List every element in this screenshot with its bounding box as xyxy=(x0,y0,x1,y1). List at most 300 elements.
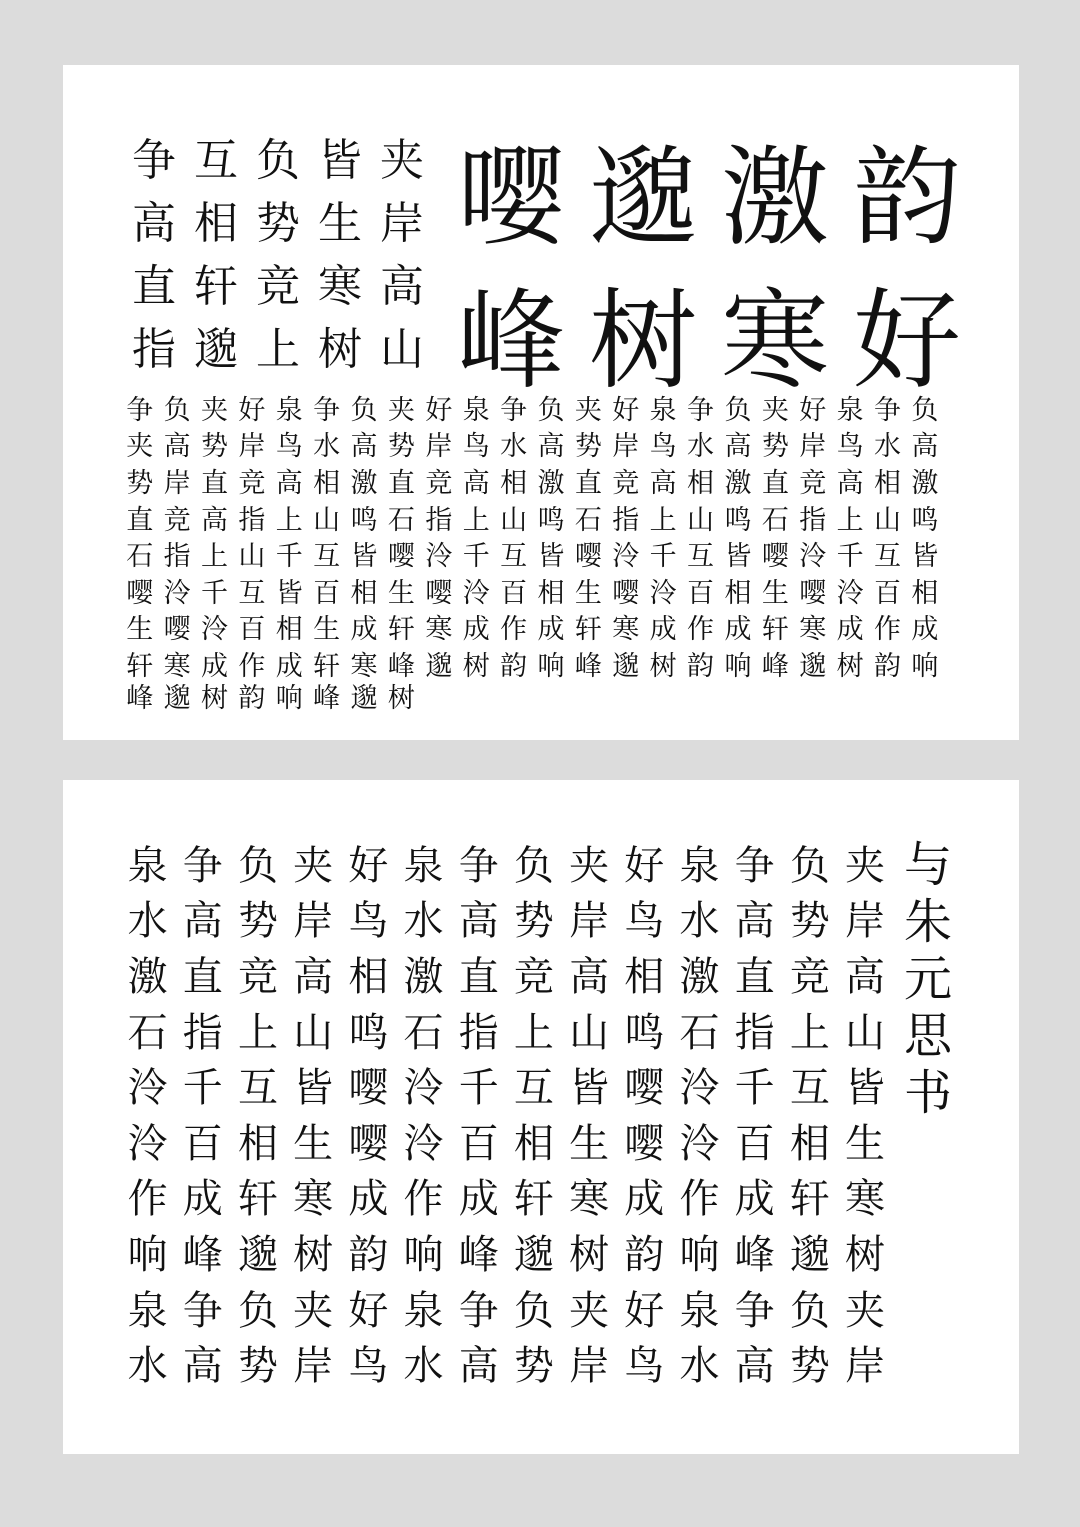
small-character: 鸣 xyxy=(350,504,378,536)
small-character: 嘤 xyxy=(425,577,453,609)
large-character: 夹 xyxy=(293,1287,334,1334)
small-character: 激 xyxy=(724,467,752,499)
small-character: 负 xyxy=(724,394,752,426)
large-character: 势 xyxy=(513,898,554,945)
small-character: 好 xyxy=(238,394,266,426)
small-character: 势 xyxy=(387,431,415,463)
large-character: 千 xyxy=(182,1065,223,1112)
small-character: 竞 xyxy=(425,467,453,499)
small-character: 树 xyxy=(200,682,228,714)
small-character: 泉 xyxy=(836,394,864,426)
small-character: 相 xyxy=(500,467,528,499)
large-character: 嘤 xyxy=(348,1065,389,1112)
small-character: 水 xyxy=(313,431,341,463)
large-character: 夹 xyxy=(293,842,334,889)
small-character: 皆 xyxy=(724,541,752,573)
large-character: 生 xyxy=(293,1120,334,1167)
medium-character: 寒 xyxy=(318,260,362,312)
large-character: 泉 xyxy=(679,1287,720,1334)
large-character: 高 xyxy=(569,953,610,1000)
small-character: 生 xyxy=(761,577,789,609)
medium-character: 岸 xyxy=(380,197,424,249)
small-character: 皆 xyxy=(350,541,378,573)
small-character: 高 xyxy=(649,467,677,499)
large-character: 轩 xyxy=(789,1176,830,1223)
bottom-card xyxy=(63,780,1019,1454)
large-character: 韵 xyxy=(348,1231,389,1278)
large-character: 指 xyxy=(182,1009,223,1056)
large-character: 夹 xyxy=(569,1287,610,1334)
large-character: 高 xyxy=(182,1343,223,1390)
small-character: 千 xyxy=(200,577,228,609)
small-character: 高 xyxy=(462,467,490,499)
medium-character: 高 xyxy=(132,197,176,249)
small-character: 生 xyxy=(313,614,341,646)
small-character: 鸣 xyxy=(911,504,939,536)
small-character: 成 xyxy=(911,614,939,646)
small-character: 互 xyxy=(687,541,715,573)
small-character: 夹 xyxy=(200,394,228,426)
small-character: 寒 xyxy=(350,650,378,682)
medium-character: 轩 xyxy=(194,260,238,312)
small-character: 邈 xyxy=(425,650,453,682)
small-character: 百 xyxy=(687,577,715,609)
small-character: 岸 xyxy=(612,431,640,463)
large-character: 山 xyxy=(293,1009,334,1056)
large-character: 水 xyxy=(403,1343,444,1390)
small-character: 树 xyxy=(649,650,677,682)
small-character: 邈 xyxy=(163,682,191,714)
small-character-block xyxy=(121,392,944,712)
small-character: 高 xyxy=(537,431,565,463)
small-character: 夹 xyxy=(574,394,602,426)
large-character: 作 xyxy=(679,1176,720,1223)
large-character: 百 xyxy=(458,1120,499,1167)
large-character: 直 xyxy=(182,953,223,1000)
small-character: 韵 xyxy=(238,682,266,714)
small-character: 泠 xyxy=(462,577,490,609)
small-character: 互 xyxy=(500,541,528,573)
large-character: 鸟 xyxy=(348,898,389,945)
large-character: 相 xyxy=(624,953,665,1000)
large-character: 竞 xyxy=(789,953,830,1000)
small-character: 上 xyxy=(649,504,677,536)
large-character: 争 xyxy=(734,1287,775,1334)
large-character: 上 xyxy=(789,1009,830,1056)
large-character: 岸 xyxy=(845,898,886,945)
small-character: 相 xyxy=(537,577,565,609)
vertical-title xyxy=(897,836,959,1121)
small-character: 山 xyxy=(238,541,266,573)
small-character: 千 xyxy=(275,541,303,573)
small-character: 寒 xyxy=(612,614,640,646)
large-character: 岸 xyxy=(293,898,334,945)
small-character: 成 xyxy=(350,614,378,646)
large-character: 峰 xyxy=(734,1231,775,1278)
large-character: 泠 xyxy=(679,1120,720,1167)
large-character: 相 xyxy=(348,953,389,1000)
small-character: 直 xyxy=(387,467,415,499)
large-character: 泠 xyxy=(679,1065,720,1112)
small-character: 石 xyxy=(126,541,154,573)
large-character: 泉 xyxy=(403,842,444,889)
big-character: 好 xyxy=(852,278,961,404)
large-character: 鸟 xyxy=(348,1343,389,1390)
small-character: 泠 xyxy=(163,577,191,609)
large-character: 嘤 xyxy=(348,1120,389,1167)
small-character: 直 xyxy=(126,504,154,536)
small-character: 韵 xyxy=(687,650,715,682)
large-character: 高 xyxy=(293,953,334,1000)
small-character: 百 xyxy=(238,614,266,646)
small-character: 互 xyxy=(313,541,341,573)
large-character: 树 xyxy=(293,1231,334,1278)
large-character: 岸 xyxy=(293,1343,334,1390)
large-character: 成 xyxy=(458,1176,499,1223)
large-character: 指 xyxy=(458,1009,499,1056)
large-character: 鸣 xyxy=(624,1009,665,1056)
small-character: 岸 xyxy=(238,431,266,463)
large-character: 负 xyxy=(237,842,278,889)
small-character: 响 xyxy=(911,650,939,682)
small-character: 好 xyxy=(612,394,640,426)
small-character: 树 xyxy=(462,650,490,682)
large-character: 争 xyxy=(182,1287,223,1334)
small-character: 峰 xyxy=(761,650,789,682)
large-character: 峰 xyxy=(458,1231,499,1278)
large-character: 互 xyxy=(789,1065,830,1112)
small-character: 势 xyxy=(761,431,789,463)
large-character: 百 xyxy=(182,1120,223,1167)
small-character: 响 xyxy=(275,682,303,714)
large-character: 韵 xyxy=(624,1231,665,1278)
large-character: 互 xyxy=(237,1065,278,1112)
large-character: 成 xyxy=(182,1176,223,1223)
large-character: 泉 xyxy=(403,1287,444,1334)
small-character: 皆 xyxy=(911,541,939,573)
small-character: 负 xyxy=(163,394,191,426)
small-character: 山 xyxy=(687,504,715,536)
large-character: 皆 xyxy=(293,1065,334,1112)
small-character: 生 xyxy=(126,614,154,646)
large-character: 泠 xyxy=(403,1120,444,1167)
large-character: 岸 xyxy=(569,1343,610,1390)
small-character: 高 xyxy=(911,431,939,463)
small-character: 韵 xyxy=(500,650,528,682)
small-character: 泉 xyxy=(275,394,303,426)
medium-character: 负 xyxy=(256,134,300,186)
top-card xyxy=(63,65,1019,740)
large-character: 作 xyxy=(403,1176,444,1223)
small-character: 指 xyxy=(612,504,640,536)
small-character: 山 xyxy=(500,504,528,536)
small-character: 生 xyxy=(387,577,415,609)
small-character: 鸟 xyxy=(836,431,864,463)
large-character: 争 xyxy=(734,842,775,889)
small-character: 高 xyxy=(350,431,378,463)
large-character: 响 xyxy=(403,1231,444,1278)
small-character: 上 xyxy=(275,504,303,536)
small-character: 负 xyxy=(350,394,378,426)
small-character: 争 xyxy=(874,394,901,426)
large-character: 鸣 xyxy=(348,1009,389,1056)
medium-character: 生 xyxy=(318,197,362,249)
large-character: 负 xyxy=(513,842,554,889)
small-character: 嘤 xyxy=(126,577,154,609)
small-character: 成 xyxy=(724,614,752,646)
small-character: 争 xyxy=(126,394,154,426)
large-character: 鸟 xyxy=(624,1343,665,1390)
small-character: 指 xyxy=(425,504,453,536)
small-character: 泠 xyxy=(836,577,864,609)
large-character-block xyxy=(120,838,893,1394)
small-character: 成 xyxy=(200,650,228,682)
medium-character: 争 xyxy=(132,134,176,186)
small-character: 百 xyxy=(874,577,901,609)
big-character: 树 xyxy=(588,278,697,404)
small-character: 千 xyxy=(836,541,864,573)
large-character: 直 xyxy=(458,953,499,1000)
small-character: 嘤 xyxy=(387,541,415,573)
big-character: 寒 xyxy=(720,278,829,404)
small-character: 邈 xyxy=(612,650,640,682)
small-character: 峰 xyxy=(387,650,415,682)
large-character: 石 xyxy=(403,1009,444,1056)
large-character: 高 xyxy=(182,898,223,945)
large-character: 邈 xyxy=(237,1231,278,1278)
small-character: 水 xyxy=(687,431,715,463)
large-character: 成 xyxy=(348,1176,389,1223)
small-character: 竞 xyxy=(238,467,266,499)
medium-character: 相 xyxy=(194,197,238,249)
large-character: 直 xyxy=(734,953,775,1000)
large-character: 泉 xyxy=(127,842,168,889)
small-character: 泠 xyxy=(200,614,228,646)
large-character: 夹 xyxy=(569,842,610,889)
medium-character: 互 xyxy=(194,134,238,186)
large-character: 生 xyxy=(845,1120,886,1167)
large-character: 争 xyxy=(458,1287,499,1334)
small-character: 鸣 xyxy=(724,504,752,536)
small-character: 激 xyxy=(537,467,565,499)
large-character: 好 xyxy=(348,842,389,889)
big-character-block xyxy=(445,127,973,413)
small-character: 响 xyxy=(537,650,565,682)
large-character: 水 xyxy=(127,1343,168,1390)
small-character: 相 xyxy=(687,467,715,499)
small-character: 作 xyxy=(500,614,528,646)
small-character: 千 xyxy=(462,541,490,573)
medium-character-block xyxy=(123,129,433,381)
small-character: 轩 xyxy=(387,614,415,646)
small-character: 嘤 xyxy=(574,541,602,573)
large-character: 水 xyxy=(679,898,720,945)
small-character: 邈 xyxy=(350,682,378,714)
small-character: 鸟 xyxy=(275,431,303,463)
title-character: 思 xyxy=(903,1007,952,1064)
big-character: 邈 xyxy=(588,135,697,261)
small-character: 作 xyxy=(238,650,266,682)
small-character: 相 xyxy=(313,467,341,499)
small-character: 竞 xyxy=(163,504,191,536)
big-character: 激 xyxy=(720,135,829,261)
small-character: 山 xyxy=(313,504,341,536)
big-character: 嘤 xyxy=(456,135,565,261)
large-character: 争 xyxy=(182,842,223,889)
small-character: 激 xyxy=(911,467,939,499)
small-character: 相 xyxy=(874,467,901,499)
large-character: 负 xyxy=(789,1287,830,1334)
small-character: 泉 xyxy=(462,394,490,426)
large-character: 嘤 xyxy=(624,1120,665,1167)
medium-character: 邈 xyxy=(194,323,238,375)
small-character: 峰 xyxy=(313,682,341,714)
large-character: 负 xyxy=(513,1287,554,1334)
large-character: 峰 xyxy=(182,1231,223,1278)
title-character: 书 xyxy=(903,1064,952,1121)
large-character: 树 xyxy=(845,1231,886,1278)
small-character: 石 xyxy=(387,504,415,536)
large-character: 高 xyxy=(734,1343,775,1390)
small-character: 百 xyxy=(500,577,528,609)
small-character: 夹 xyxy=(387,394,415,426)
small-character: 互 xyxy=(238,577,266,609)
large-character: 寒 xyxy=(569,1176,610,1223)
small-character: 岸 xyxy=(425,431,453,463)
large-character: 激 xyxy=(679,953,720,1000)
small-character: 成 xyxy=(462,614,490,646)
small-character: 直 xyxy=(200,467,228,499)
small-character: 势 xyxy=(200,431,228,463)
small-character: 互 xyxy=(874,541,901,573)
large-character: 岸 xyxy=(845,1343,886,1390)
large-character: 势 xyxy=(789,1343,830,1390)
small-character: 高 xyxy=(275,467,303,499)
small-character: 成 xyxy=(836,614,864,646)
large-character: 响 xyxy=(679,1231,720,1278)
large-character: 负 xyxy=(237,1287,278,1334)
large-character: 成 xyxy=(624,1176,665,1223)
large-character: 千 xyxy=(458,1065,499,1112)
large-character: 嘤 xyxy=(624,1065,665,1112)
small-character: 山 xyxy=(874,504,901,536)
large-character: 水 xyxy=(403,898,444,945)
large-character: 鸟 xyxy=(624,898,665,945)
medium-character: 夹 xyxy=(380,134,424,186)
large-character: 响 xyxy=(127,1231,168,1278)
small-character: 轩 xyxy=(761,614,789,646)
large-character: 好 xyxy=(348,1287,389,1334)
small-character: 指 xyxy=(238,504,266,536)
small-character: 泠 xyxy=(799,541,827,573)
small-character: 指 xyxy=(799,504,827,536)
large-character: 石 xyxy=(679,1009,720,1056)
small-character: 高 xyxy=(836,467,864,499)
large-character: 皆 xyxy=(845,1065,886,1112)
small-character: 上 xyxy=(836,504,864,536)
large-character: 好 xyxy=(624,1287,665,1334)
small-character: 轩 xyxy=(574,614,602,646)
small-character: 势 xyxy=(574,431,602,463)
large-character: 竞 xyxy=(513,953,554,1000)
small-character: 响 xyxy=(724,650,752,682)
large-character: 争 xyxy=(458,842,499,889)
small-character: 上 xyxy=(462,504,490,536)
small-character: 成 xyxy=(537,614,565,646)
large-character: 泉 xyxy=(679,842,720,889)
large-character: 高 xyxy=(845,953,886,1000)
large-character: 高 xyxy=(458,898,499,945)
small-character: 竞 xyxy=(799,467,827,499)
small-character: 直 xyxy=(574,467,602,499)
small-character: 峰 xyxy=(126,682,154,714)
small-character: 嘤 xyxy=(799,577,827,609)
large-character: 山 xyxy=(845,1009,886,1056)
small-character: 百 xyxy=(313,577,341,609)
large-character: 石 xyxy=(127,1009,168,1056)
large-character: 激 xyxy=(127,953,168,1000)
small-character: 相 xyxy=(350,577,378,609)
large-character: 寒 xyxy=(845,1176,886,1223)
small-character: 高 xyxy=(724,431,752,463)
small-character: 高 xyxy=(200,504,228,536)
large-character: 相 xyxy=(513,1120,554,1167)
small-character: 势 xyxy=(126,467,154,499)
small-character: 树 xyxy=(387,682,415,714)
small-character: 石 xyxy=(761,504,789,536)
large-character: 激 xyxy=(403,953,444,1000)
large-character: 互 xyxy=(513,1065,554,1112)
large-character: 相 xyxy=(789,1120,830,1167)
small-character: 相 xyxy=(275,614,303,646)
small-character: 嘤 xyxy=(163,614,191,646)
small-character: 负 xyxy=(911,394,939,426)
large-character: 势 xyxy=(237,898,278,945)
small-character: 直 xyxy=(761,467,789,499)
large-character: 势 xyxy=(237,1343,278,1390)
small-character: 泠 xyxy=(425,541,453,573)
large-character: 负 xyxy=(789,842,830,889)
small-character: 鸟 xyxy=(462,431,490,463)
large-character: 夹 xyxy=(845,842,886,889)
small-character: 鸟 xyxy=(649,431,677,463)
small-character: 作 xyxy=(687,614,715,646)
small-character: 皆 xyxy=(537,541,565,573)
small-character: 泠 xyxy=(612,541,640,573)
small-character: 寒 xyxy=(163,650,191,682)
small-character: 好 xyxy=(425,394,453,426)
large-character: 寒 xyxy=(293,1176,334,1223)
small-character: 相 xyxy=(724,577,752,609)
small-character: 生 xyxy=(574,577,602,609)
small-character: 峰 xyxy=(574,650,602,682)
small-character: 争 xyxy=(500,394,528,426)
small-character: 指 xyxy=(163,541,191,573)
small-character: 寒 xyxy=(799,614,827,646)
large-character: 百 xyxy=(734,1120,775,1167)
title-character: 与 xyxy=(903,836,952,893)
small-character: 竞 xyxy=(612,467,640,499)
small-character: 嘤 xyxy=(612,577,640,609)
small-character: 皆 xyxy=(275,577,303,609)
large-character: 高 xyxy=(458,1343,499,1390)
small-character: 水 xyxy=(874,431,901,463)
large-character: 泠 xyxy=(127,1065,168,1112)
large-character: 高 xyxy=(734,898,775,945)
small-character: 上 xyxy=(200,541,228,573)
large-character: 上 xyxy=(237,1009,278,1056)
large-character: 相 xyxy=(237,1120,278,1167)
